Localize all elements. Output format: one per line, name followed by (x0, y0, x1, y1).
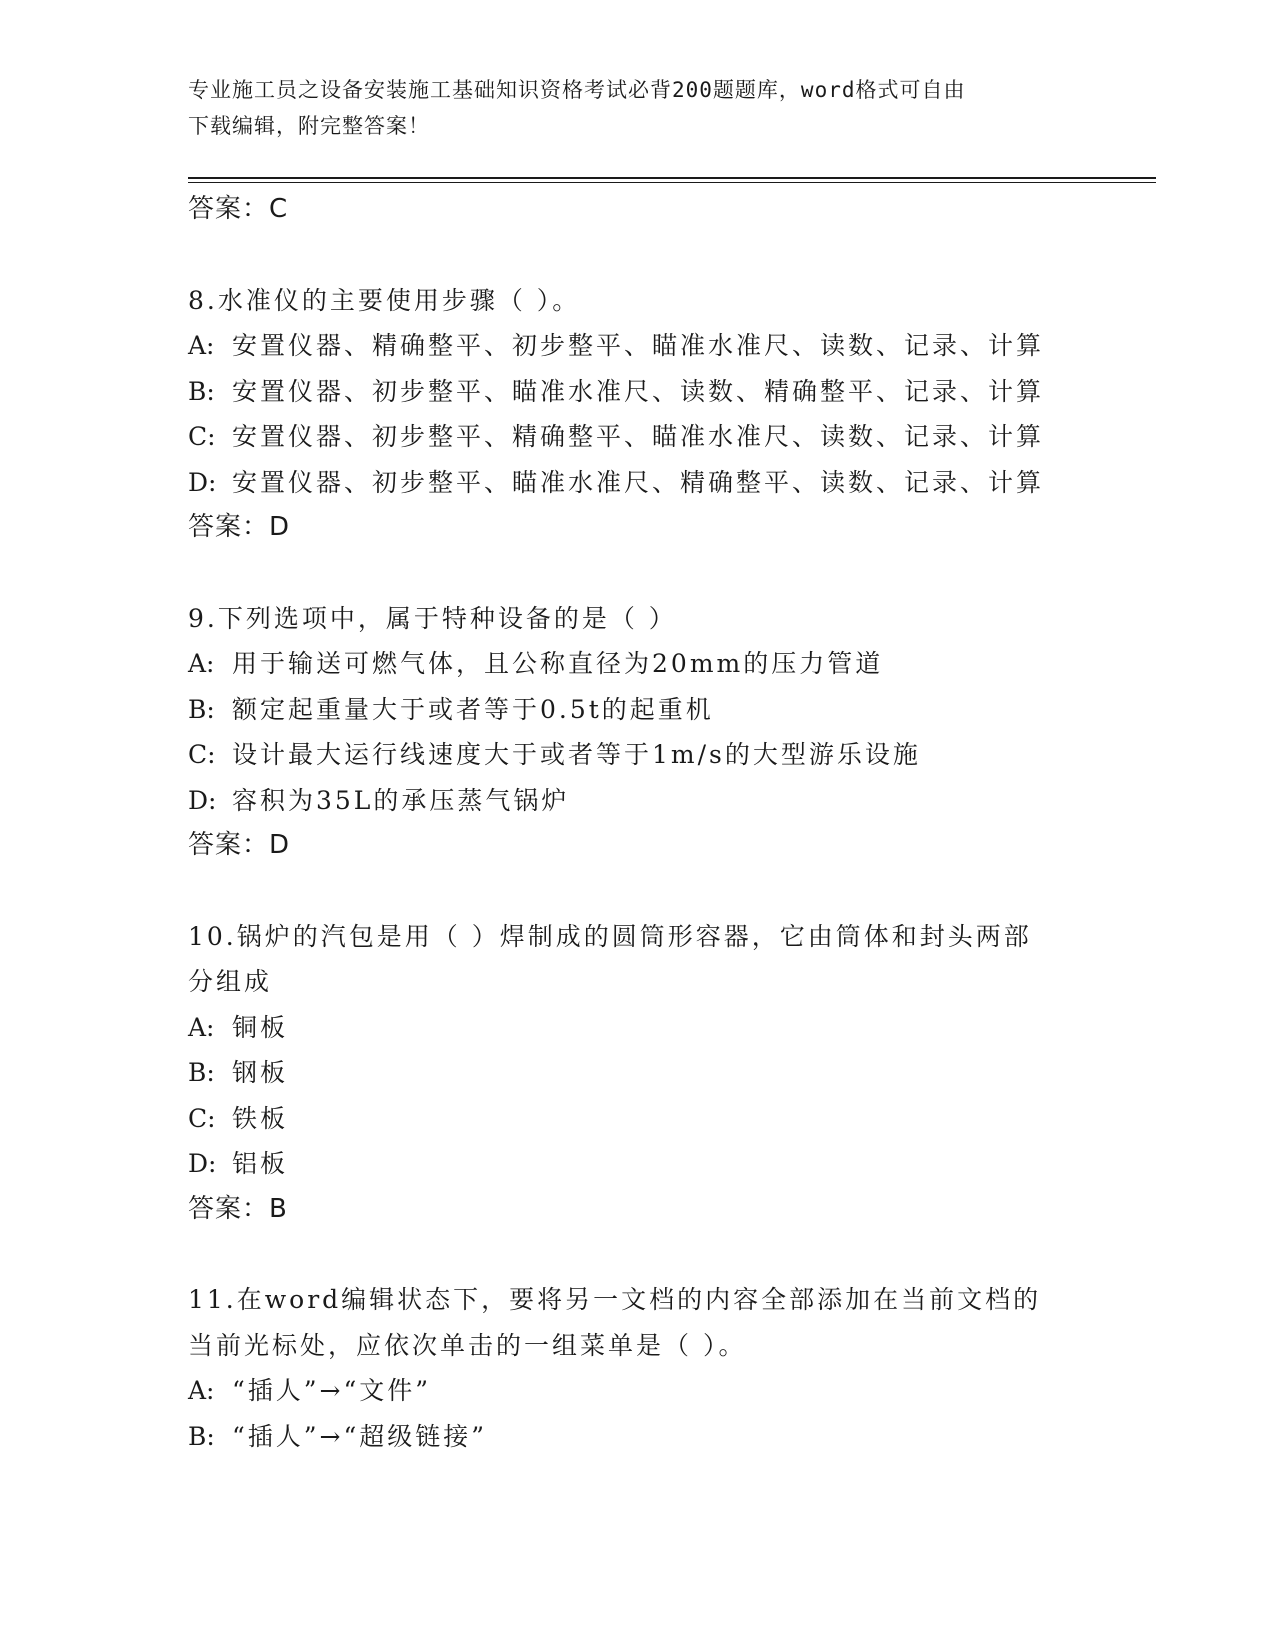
option-letter: B: (188, 1058, 215, 1087)
option-b (188, 369, 1108, 415)
option-text: 铁板 (232, 1103, 289, 1133)
option-text: “插人”→“超级链接” (232, 1421, 488, 1451)
option-text: 容积为35L的承压蒸气锅炉 (232, 785, 570, 815)
spacer (188, 233, 1108, 278)
question-block (188, 1277, 1108, 1459)
spacer (188, 1232, 1108, 1277)
option-text: 安置仪器、初步整平、瞄准水准尺、精确整平、读数、记录、计算 (232, 467, 1045, 497)
option-b (188, 1414, 1108, 1460)
question-list (188, 187, 1108, 1459)
question-stem: 8.水准仪的主要使用步骤（ ）。 (188, 285, 581, 315)
header-rule-thick (188, 177, 1156, 179)
question-stem: 10.锅炉的汽包是用（ ）焊制成的圆筒形容器，它由筒体和封头两部 (188, 921, 1032, 951)
option-letter: B: (188, 694, 215, 724)
option-letter: A: (188, 649, 215, 678)
question-block (188, 278, 1108, 551)
answer-line: 答案：B (188, 1193, 288, 1224)
option-text: 安置仪器、初步整平、精确整平、瞄准水准尺、读数、记录、计算 (232, 422, 1045, 451)
option-text: 钢板 (232, 1058, 289, 1087)
question-stem-continued: 当前光标处，应依次单击的一组菜单是（ ）。 (188, 1330, 747, 1360)
option-text: 安置仪器、初步整平、瞄准水准尺、读数、精确整平、记录、计算 (232, 376, 1045, 406)
option-a (188, 641, 1108, 687)
option-c (188, 732, 1108, 778)
option-b (188, 1050, 1108, 1096)
option-a (188, 323, 1108, 369)
option-text: 铜板 (232, 1012, 289, 1042)
option-text: 用于输送可燃气体，且公称直径为20mm的压力管道 (232, 649, 884, 678)
option-text: 安置仪器、精确整平、初步整平、瞄准水准尺、读数、记录、计算 (232, 331, 1045, 360)
option-letter: C: (188, 422, 216, 451)
option-b (188, 687, 1108, 733)
option-letter: A: (188, 1012, 215, 1042)
spacer (188, 869, 1108, 914)
option-c (188, 1096, 1108, 1142)
option-text: 额定起重量大于或者等于0.5t的起重机 (232, 694, 714, 724)
answer-line: 答案：D (188, 830, 291, 860)
option-d (188, 1141, 1108, 1187)
option-text: 铝板 (232, 1149, 289, 1178)
header-line-1: 专业施工员之设备安装施工基础知识资格考试必背200题题库，word格式可自由 (188, 78, 966, 102)
option-text: “插人”→“文件” (232, 1376, 432, 1405)
answer-line: 答案：D (188, 512, 291, 542)
option-a (188, 1368, 1108, 1414)
option-letter: D: (188, 785, 217, 815)
question-block (188, 596, 1108, 869)
spacer (188, 551, 1108, 596)
option-letter: B: (188, 1421, 215, 1451)
question-stem: 9.下列选项中，属于特种设备的是（ ） (188, 603, 677, 633)
option-c (188, 414, 1108, 460)
header-rule-thin (188, 182, 1156, 183)
option-letter: A: (188, 331, 215, 360)
option-letter: C: (188, 740, 216, 769)
option-letter: B: (188, 376, 215, 406)
option-d (188, 460, 1108, 506)
question-block (188, 914, 1108, 1233)
header-line-2: 下载编辑，附完整答案！ (188, 114, 430, 138)
question-stem-continued: 分组成 (188, 967, 273, 996)
option-letter: A: (188, 1376, 215, 1405)
option-a (188, 1005, 1108, 1051)
option-letter: C: (188, 1103, 216, 1133)
question-stem: 11.在word编辑状态下，要将另一文档的内容全部添加在当前文档的 (188, 1285, 1042, 1314)
option-letter: D: (188, 467, 217, 497)
document-header (188, 72, 1068, 144)
option-letter: D: (188, 1149, 217, 1178)
option-d (188, 778, 1108, 824)
answer-line: 答案：C (188, 194, 289, 224)
option-text: 设计最大运行线速度大于或者等于1m/s的大型游乐设施 (232, 740, 921, 769)
